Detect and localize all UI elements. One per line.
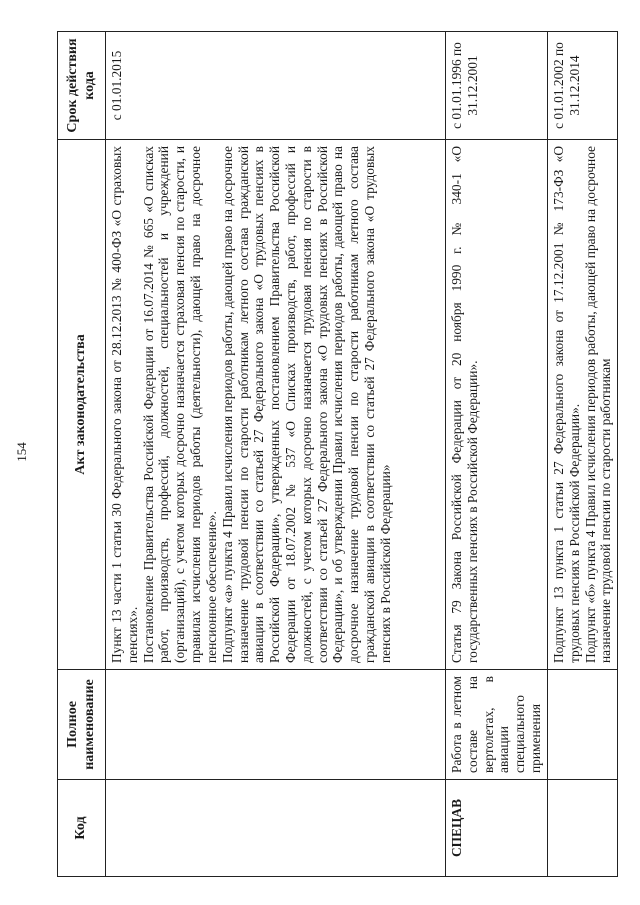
header-full-name: Полное наименование: [58, 670, 106, 780]
row-code: СПЕЦАВ: [446, 780, 548, 877]
legislation-table: [57, 31, 618, 877]
header-code: Код: [58, 780, 106, 877]
row-validity: с 01.01.2002 по 31.12.2014: [547, 32, 617, 140]
act-paragraph: Подпункт «б» пункта 4 Правил исчисления периодов работы, дающей право на досрочное назначение трудовой пенсии по старости работникам: [582, 146, 614, 663]
row-validity: с 01.01.1996 по 31.12.2001: [446, 32, 548, 140]
header-validity: Срок действия кода: [58, 32, 106, 140]
row-code: [106, 780, 446, 877]
row-acts: [106, 140, 446, 670]
act-paragraph: Пункт 13 части 1 статьи 30 Федерального закона от 28.12.2013 № 400-ФЗ «О страховых пенсиях».: [109, 146, 140, 663]
row-validity: с 01.01.2015: [106, 32, 446, 140]
table-row: [547, 32, 617, 877]
header-act: Акт законодательства: [58, 140, 106, 670]
act-paragraph: Подпункт «а» пункта 4 Правил исчисления периодов работы, дающей право на досрочное назначение трудовой пенсии по старости работникам летного состава гражданской авиации в соответствии со статьей 27 Федерального закона «О трудовых пенсиях в Российской Федерации», утвержденных постановлением Правительства Российской Федерации от 18.07.2002 № 537 «О Списках производств, работ, профессий и должностей, с учетом которых досрочно назначается трудовая пенсия по старости в соответствии со статьей 27 Федерального закона «О трудовых пенсиях в Российской Федерации», и об утверждении Правил исчисления периодов работы, дающей право на досрочное назначение трудовой пенсии по старости работникам летного состава гражданской авиации в соответствии со статьей 27 Федерального закона «О трудовых пенсиях в Российской Федерации»: [219, 146, 393, 663]
act-paragraph: Статья 79 Закона Российской Федерации от 20 ноября 1990 г. № 340-1 «О государственных пенсиях в Российской Федерации».: [449, 146, 480, 663]
row-full-name: [106, 670, 446, 780]
row-full-name: [547, 670, 617, 780]
row-acts: [547, 140, 617, 670]
act-paragraph: Подпункт 13 пункта 1 статьи 27 Федерального закона от 17.12.2001 № 173-ФЗ «О трудовых пенсиях в Российской Федерации».: [550, 146, 582, 663]
act-paragraph: Постановление Правительства Российской Федерации от 16.07.2014 № 665 «О списках работ, производств, профессий, должностей, специальностей и учреждений (организаций), с учетом которых досрочно назначается страховая пенсия по старости, и правилах исчисления периодов работы (деятельности), дающей право на досрочное пенсионное обеспечение».: [140, 146, 219, 663]
row-full-name: Работа в летном составе на вертолетах, в авиации специального применения: [446, 670, 548, 780]
row-code: [547, 780, 617, 877]
table-row: [106, 32, 446, 877]
row-acts: [446, 140, 548, 670]
table-row: [446, 32, 548, 877]
page-number: 154: [14, 442, 29, 462]
rotated-page: [57, 32, 617, 877]
table-header-row: [58, 32, 106, 877]
